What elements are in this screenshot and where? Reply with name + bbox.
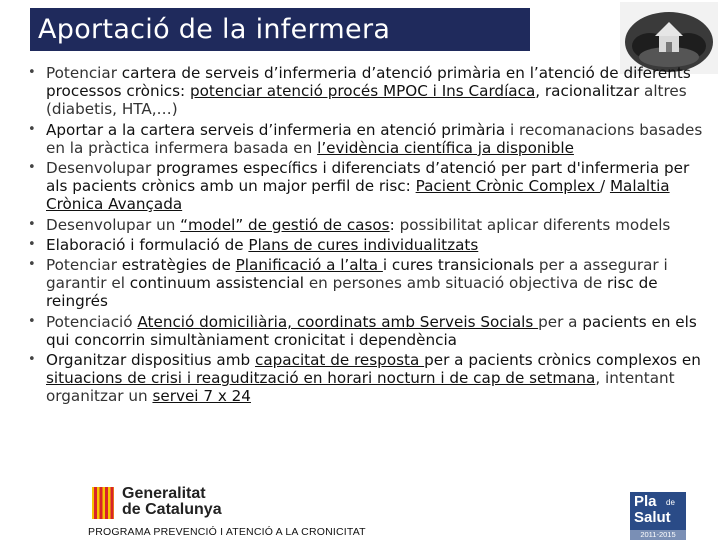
bullet-text-run: potenciar atenció procés MPOC i Ins Cardíaca [190,82,536,101]
bullet-item [28,159,703,214]
bullet-text-run: “model” de gestió de casos [180,215,390,234]
bullet-text-run: Potenciar [46,256,122,275]
bullet-text-run: estratègies de [121,256,236,275]
bullet-text-run: i recomanacions basades en la pràctica infermera basada en [46,120,703,157]
bullet-text-run: Plans de cures individualitzats [248,235,479,254]
bullet-text-run: cartera de serveis d’infermeria d’atenció primària [121,64,506,82]
bullet-item [28,64,703,119]
bullet-text-run: : [389,215,400,234]
bullet-text-run: Desenvolupar un [46,215,181,234]
bullet-text-run: programes específics i diferenciats d’atenció per part d'infermeria per als pacients crònics amb un major perfil de risc: [46,159,690,196]
bullet-item [28,351,703,406]
bullet-text-run: i cures transicionals [382,256,539,275]
generalitat-name-line2: de Catalunya [122,501,222,518]
bullet-text-run: , racionalitzar [535,82,645,101]
bullet-item [28,256,703,311]
bullet-text-run: Elaboració i formulació de [46,235,249,254]
bullet-text-run: l’evidència científica ja disponible [317,138,574,157]
pla-salut-logo [630,492,686,540]
bullet-text-run: / [600,177,610,196]
bullet-text-run: Malaltia Crònica Avançada [46,177,670,214]
bullet-text-run: pacients en els qui concorrin simultàniament cronicitat i dependència [46,312,697,349]
bullet-text-run: capacitat de resposta [254,351,425,370]
generalitat-name-line1: Generalitat [122,485,206,502]
bullet-text-run: risc de reingrés [46,274,658,311]
bullet-item [28,236,703,254]
bullet-text-run: Desenvolupar [46,159,157,178]
bullet-text-run: Potenciar [46,64,122,82]
bullet-item [28,313,703,349]
pla-years: 2011-2015 [630,530,686,540]
bullet-text-run: Aportar a la cartera serveis d’infermeria en atenció primària [46,120,510,139]
bullet-text-run: per a pacients crònics complexos en [424,351,701,370]
bullet-list [28,64,703,408]
bullet-text-run: altres (diabetis, HTA,…) [46,82,687,119]
bullet-text-run: situacions de crisi i reagudització en horari nocturn i de cap de setmana [46,369,596,388]
bullet-text-run: possibilitat aplicar diferents models [399,215,671,234]
bullet-text-run: continuum assistencial [129,274,309,293]
generalitat-logo [92,487,292,523]
salut-word: Salut [634,509,671,526]
bullet-text-run: servei 7 x 24 [152,387,251,406]
pla-de: de [666,498,675,507]
bullet-text-run: Potenciació [46,312,138,331]
bullet-text-run: Pacient Crònic Complex [415,177,600,196]
bullet-text-run: Organitzar dispositius amb [46,351,255,370]
bullet-text-run: per a [538,312,583,331]
bullet-item [28,121,703,157]
bullet-text-run: per a assegurar i garantir el [46,256,668,293]
bullet-text-run: Planificació a l’alta [235,256,383,275]
pla-word: Pla [634,493,657,510]
bullet-text-run: Atenció domiciliària, coordinats amb Serveis Socials [137,312,539,331]
slide-title: Aportació de la infermera [30,8,530,51]
bullet-text-run: , intentant organitzar un [46,369,675,406]
bullet-item [28,216,703,234]
catalan-flag-icon [92,487,114,519]
program-caption: PROGRAMA PREVENCIÓ I ATENCIÓ A LA CRONICITAT [88,526,366,538]
bullet-text-run: en persones amb situació objectiva de [308,274,608,293]
bullet-text-run: en l’atenció de diferents processos crònics: [46,64,691,101]
